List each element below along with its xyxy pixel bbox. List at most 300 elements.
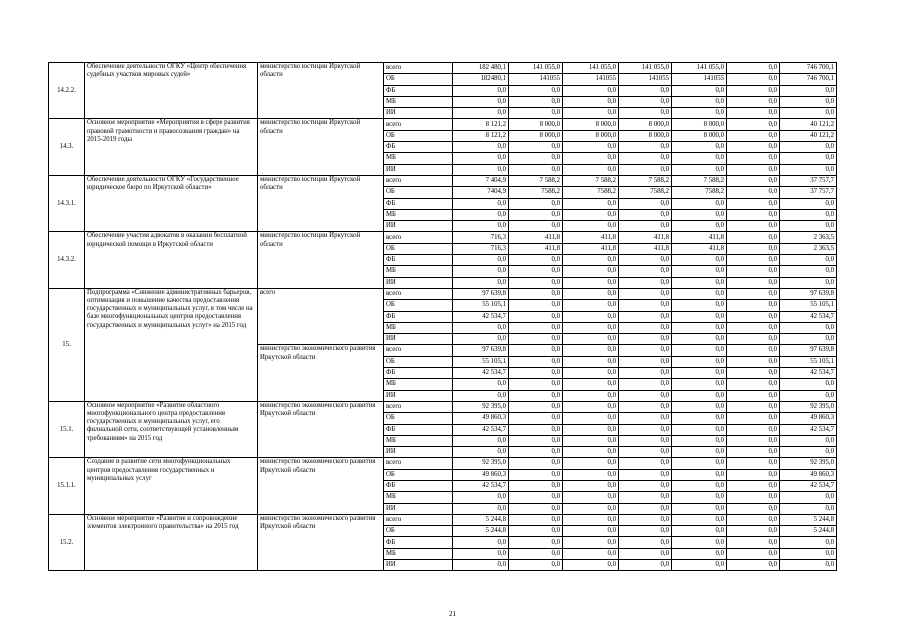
value-cell: 0,0 [563,221,619,232]
item-number: 14.3. [49,119,85,175]
value-cell: 0,0 [509,198,563,209]
value-cell: 0,0 [672,198,727,209]
value-cell: 0,0 [727,368,780,379]
value-cell: 0,0 [672,85,727,96]
value-cell: 0,0 [619,514,672,525]
item-number: 15.2. [49,514,85,570]
value-cell: 411,8 [563,243,619,254]
value-cell: 0,0 [563,96,619,107]
value-cell: 0,0 [453,390,509,401]
value-cell: 7588,2 [672,187,727,198]
value-cell-total: 0,0 [780,255,837,266]
table-row [49,63,837,74]
value-cell: 0,0 [672,435,727,446]
value-cell: 0,0 [509,322,563,333]
value-cell: 0,0 [619,85,672,96]
value-cell-total: 0,0 [780,379,837,390]
value-cell: 0,0 [563,153,619,164]
value-cell: 0,0 [453,96,509,107]
value-cell: 0,0 [619,447,672,458]
value-cell: 0,0 [563,447,619,458]
value-cell: 0,0 [453,108,509,119]
value-cell: 0,0 [509,85,563,96]
value-cell-total: 0,0 [780,560,837,571]
value-cell: 0,0 [563,266,619,277]
value-cell: 7 588,2 [509,175,563,186]
item-description: Основное мероприятие «Мероприятия в сфере развития правовой грамотности и правосознания граждан» на 2015-2019 годы [85,119,258,175]
value-cell: 0,0 [672,447,727,458]
value-cell: 411,8 [672,232,727,243]
value-cell: 92 395,0 [453,401,509,412]
value-cell: 0,0 [672,537,727,548]
value-cell: 0,0 [672,458,727,469]
value-cell: 0,0 [619,492,672,503]
value-cell: 0,0 [509,356,563,367]
item-number: 14.3.1. [49,175,85,231]
value-cell: 0,0 [672,164,727,175]
table-row [49,119,837,130]
funding-source: всего [384,232,453,243]
value-cell: 0,0 [727,164,780,175]
value-cell: 0,0 [619,435,672,446]
value-cell-total: 55 105,1 [780,356,837,367]
value-cell: 411,8 [509,243,563,254]
budget-table-page [48,62,836,571]
value-cell: 7 588,2 [672,175,727,186]
value-cell: 141055 [619,74,672,85]
value-cell: 0,0 [727,356,780,367]
value-cell-total: 37 757,7 [780,187,837,198]
funding-source: ФБ [384,255,453,266]
value-cell: 0,0 [563,209,619,220]
value-cell: 0,0 [509,300,563,311]
value-cell: 0,0 [619,96,672,107]
value-cell: 0,0 [509,164,563,175]
value-cell: 0,0 [563,503,619,514]
value-cell: 0,0 [672,334,727,345]
value-cell: 0,0 [672,300,727,311]
value-cell: 0,0 [509,492,563,503]
value-cell-total: 0,0 [780,85,837,96]
value-cell: 0,0 [563,277,619,288]
value-cell: 411,8 [619,232,672,243]
value-cell: 0,0 [672,379,727,390]
value-cell: 0,0 [563,85,619,96]
value-cell: 411,8 [509,232,563,243]
value-cell: 92 395,0 [453,458,509,469]
value-cell: 0,0 [672,469,727,480]
value-cell: 0,0 [727,96,780,107]
value-cell: 0,0 [509,480,563,491]
value-cell: 0,0 [619,413,672,424]
value-cell: 0,0 [727,311,780,322]
value-cell-total: 0,0 [780,334,837,345]
value-cell-total: 0,0 [780,142,837,153]
value-cell: 0,0 [619,560,672,571]
responsible-executor: министерство юстиции Иркутской области [258,63,384,119]
budget-table-body [49,63,837,571]
value-cell: 0,0 [453,85,509,96]
value-cell: 0,0 [619,142,672,153]
value-cell: 0,0 [563,311,619,322]
value-cell: 0,0 [619,334,672,345]
value-cell: 8 000,0 [619,130,672,141]
value-cell-total: 746 700,1 [780,63,837,74]
value-cell: 0,0 [727,424,780,435]
value-cell: 0,0 [453,277,509,288]
value-cell: 0,0 [563,345,619,356]
funding-source: ИИ [384,164,453,175]
value-cell: 97 639,8 [453,288,509,299]
value-cell: 0,0 [727,153,780,164]
page-number: 21 [449,610,456,618]
value-cell: 8 000,0 [509,119,563,130]
value-cell: 0,0 [672,560,727,571]
table-row [49,458,837,469]
value-cell: 0,0 [509,96,563,107]
value-cell: 5 244,8 [453,526,509,537]
value-cell: 0,0 [727,74,780,85]
value-cell: 0,0 [727,514,780,525]
value-cell: 0,0 [672,356,727,367]
value-cell: 0,0 [672,526,727,537]
value-cell: 0,0 [672,311,727,322]
value-cell: 0,0 [727,108,780,119]
funding-source: МБ [384,492,453,503]
value-cell: 0,0 [509,142,563,153]
item-description: Обеспечение деятельности ОГКУ «Центр обеспечения судебных участков мировых судей» [85,63,258,119]
value-cell: 0,0 [563,356,619,367]
value-cell: 0,0 [509,526,563,537]
value-cell: 0,0 [619,537,672,548]
value-cell: 0,0 [727,142,780,153]
value-cell: 0,0 [727,85,780,96]
value-cell: 0,0 [563,288,619,299]
value-cell: 0,0 [727,243,780,254]
funding-source: ФБ [384,424,453,435]
value-cell: 0,0 [563,368,619,379]
value-cell: 0,0 [563,458,619,469]
funding-source: всего [384,345,453,356]
value-cell: 0,0 [509,514,563,525]
value-cell: 0,0 [727,379,780,390]
value-cell: 141 055,0 [509,63,563,74]
value-cell: 0,0 [727,447,780,458]
value-cell-total: 5 244,8 [780,526,837,537]
value-cell: 0,0 [727,401,780,412]
value-cell: 0,0 [727,390,780,401]
value-cell: 0,0 [453,322,509,333]
value-cell: 0,0 [453,142,509,153]
value-cell: 0,0 [453,198,509,209]
value-cell: 0,0 [672,153,727,164]
value-cell: 0,0 [563,548,619,559]
value-cell: 141 055,0 [672,63,727,74]
funding-source: ФБ [384,368,453,379]
value-cell: 0,0 [619,277,672,288]
value-cell: 0,0 [619,108,672,119]
value-cell-total: 746 700,1 [780,74,837,85]
value-cell-total: 0,0 [780,164,837,175]
table-row [49,401,837,412]
value-cell: 7588,2 [619,187,672,198]
value-cell: 0,0 [563,401,619,412]
value-cell: 0,0 [619,368,672,379]
responsible-executor: министерство юстиции Иркутской области [258,232,384,288]
value-cell: 0,0 [453,447,509,458]
value-cell: 0,0 [453,221,509,232]
value-cell: 0,0 [563,300,619,311]
value-cell: 0,0 [672,368,727,379]
value-cell: 0,0 [727,526,780,537]
value-cell: 0,0 [563,469,619,480]
value-cell: 0,0 [619,221,672,232]
value-cell: 0,0 [563,537,619,548]
item-number: 14.3.2. [49,232,85,288]
value-cell: 182480,1 [453,74,509,85]
value-cell: 0,0 [727,537,780,548]
funding-source: всего [384,401,453,412]
value-cell-total: 40 121,2 [780,119,837,130]
value-cell: 0,0 [619,153,672,164]
funding-source: ФБ [384,142,453,153]
value-cell: 0,0 [727,232,780,243]
funding-source: ОБ [384,526,453,537]
funding-source: ОБ [384,469,453,480]
value-cell: 0,0 [619,503,672,514]
value-cell: 0,0 [509,368,563,379]
value-cell-total: 92 395,0 [780,401,837,412]
value-cell: 0,0 [563,424,619,435]
value-cell: 0,0 [727,413,780,424]
value-cell: 7 404,9 [453,175,509,186]
value-cell: 7 588,2 [619,175,672,186]
value-cell: 0,0 [563,334,619,345]
value-cell: 0,0 [509,469,563,480]
value-cell: 0,0 [727,255,780,266]
value-cell: 0,0 [619,424,672,435]
value-cell: 0,0 [727,480,780,491]
value-cell: 0,0 [619,288,672,299]
value-cell: 0,0 [727,277,780,288]
value-cell: 0,0 [453,164,509,175]
value-cell: 0,0 [453,435,509,446]
value-cell: 0,0 [509,255,563,266]
funding-source: МБ [384,153,453,164]
value-cell: 0,0 [672,288,727,299]
value-cell: 0,0 [509,153,563,164]
table-row [49,232,837,243]
value-cell: 0,0 [672,390,727,401]
value-cell: 716,3 [453,232,509,243]
value-cell: 0,0 [453,209,509,220]
value-cell: 716,3 [453,243,509,254]
value-cell: 0,0 [672,514,727,525]
item-description: Создание и развитие сети многофункциональных центров предоставления государственных и муниципальных услуг [85,458,258,514]
funding-source: ОБ [384,130,453,141]
value-cell-total: 0,0 [780,447,837,458]
value-cell: 0,0 [727,469,780,480]
value-cell-total: 0,0 [780,198,837,209]
value-cell: 0,0 [619,255,672,266]
funding-source: ОБ [384,300,453,311]
funding-source: МБ [384,379,453,390]
item-number: 15. [49,288,85,401]
value-cell: 0,0 [509,334,563,345]
responsible-executor: министерство юстиции Иркутской области [258,119,384,175]
value-cell: 0,0 [672,424,727,435]
value-cell: 0,0 [509,209,563,220]
value-cell: 0,0 [453,503,509,514]
value-cell: 0,0 [509,221,563,232]
value-cell: 0,0 [619,526,672,537]
responsible-executor: министерство юстиции Иркутской области [258,175,384,231]
value-cell: 0,0 [563,255,619,266]
value-cell: 55 105,1 [453,300,509,311]
value-cell: 0,0 [727,209,780,220]
value-cell: 7588,2 [509,187,563,198]
value-cell: 0,0 [727,345,780,356]
value-cell-total: 40 121,2 [780,130,837,141]
value-cell: 0,0 [672,255,727,266]
value-cell: 0,0 [672,266,727,277]
value-cell: 8 121,2 [453,130,509,141]
value-cell: 0,0 [619,469,672,480]
value-cell: 0,0 [619,300,672,311]
value-cell: 0,0 [727,63,780,74]
value-cell: 141055 [563,74,619,85]
value-cell: 0,0 [509,458,563,469]
value-cell: 8 121,2 [453,119,509,130]
value-cell: 0,0 [453,560,509,571]
value-cell: 0,0 [727,187,780,198]
value-cell: 42 534,7 [453,480,509,491]
value-cell: 0,0 [619,209,672,220]
value-cell: 0,0 [509,390,563,401]
value-cell: 0,0 [509,288,563,299]
funding-source: всего [384,63,453,74]
value-cell: 0,0 [563,480,619,491]
value-cell: 0,0 [619,401,672,412]
value-cell: 0,0 [727,492,780,503]
value-cell-total: 0,0 [780,266,837,277]
value-cell: 141 055,0 [563,63,619,74]
value-cell: 8 000,0 [509,130,563,141]
budget-table [48,62,837,571]
value-cell: 0,0 [727,503,780,514]
value-cell: 0,0 [672,548,727,559]
value-cell: 0,0 [453,548,509,559]
value-cell: 0,0 [727,435,780,446]
value-cell: 55 105,1 [453,356,509,367]
value-cell: 0,0 [563,560,619,571]
value-cell: 0,0 [619,345,672,356]
funding-source: МБ [384,435,453,446]
value-cell: 0,0 [672,277,727,288]
value-cell: 141 055,0 [619,63,672,74]
funding-source: ФБ [384,85,453,96]
value-cell: 0,0 [727,221,780,232]
funding-source: ФБ [384,198,453,209]
funding-source: ИИ [384,108,453,119]
item-number: 15.1. [49,401,85,457]
value-cell: 0,0 [563,526,619,537]
item-number: 15.1.1. [49,458,85,514]
funding-source: всего [384,119,453,130]
value-cell: 0,0 [672,413,727,424]
value-cell: 49 860,3 [453,469,509,480]
value-cell: 0,0 [727,458,780,469]
value-cell: 0,0 [453,266,509,277]
value-cell-total: 5 244,8 [780,514,837,525]
value-cell: 0,0 [619,322,672,333]
value-cell: 0,0 [727,175,780,186]
value-cell: 49 860,3 [453,413,509,424]
value-cell: 8 000,0 [672,130,727,141]
funding-source: ИИ [384,503,453,514]
funding-source: всего [384,458,453,469]
value-cell: 0,0 [509,447,563,458]
value-cell: 0,0 [619,458,672,469]
value-cell: 182 480,1 [453,63,509,74]
funding-source: МБ [384,266,453,277]
value-cell: 0,0 [563,322,619,333]
responsible-executor: министерство экономического развития Иркутской области [258,458,384,514]
value-cell: 0,0 [509,548,563,559]
value-cell: 0,0 [453,255,509,266]
value-cell: 0,0 [672,221,727,232]
funding-source: ФБ [384,537,453,548]
value-cell: 0,0 [672,480,727,491]
value-cell: 0,0 [619,311,672,322]
value-cell: 0,0 [509,424,563,435]
funding-source: ФБ [384,311,453,322]
funding-source: ИИ [384,221,453,232]
funding-source: ФБ [384,480,453,491]
item-description: Обеспечение участия адвокатов в оказании бесплатной юридической помощи в Иркутской области [85,232,258,288]
value-cell: 411,8 [672,243,727,254]
value-cell: 0,0 [672,503,727,514]
value-cell: 0,0 [509,277,563,288]
value-cell: 0,0 [509,345,563,356]
value-cell-total: 0,0 [780,221,837,232]
funding-source: ОБ [384,356,453,367]
value-cell: 7 588,2 [563,175,619,186]
value-cell-total: 49 860,3 [780,413,837,424]
value-cell: 0,0 [672,108,727,119]
funding-source: МБ [384,96,453,107]
value-cell: 0,0 [563,413,619,424]
value-cell: 7588,2 [563,187,619,198]
value-cell-total: 42 534,7 [780,424,837,435]
value-cell-total: 0,0 [780,209,837,220]
value-cell: 0,0 [563,514,619,525]
value-cell-total: 0,0 [780,96,837,107]
value-cell: 0,0 [672,322,727,333]
value-cell: 0,0 [619,266,672,277]
value-cell: 0,0 [453,537,509,548]
value-cell: 0,0 [727,560,780,571]
value-cell: 0,0 [509,503,563,514]
value-cell: 0,0 [672,209,727,220]
value-cell: 42 534,7 [453,311,509,322]
funding-source: МБ [384,209,453,220]
value-cell: 0,0 [672,96,727,107]
value-cell: 42 534,7 [453,424,509,435]
table-row [49,288,837,299]
value-cell: 8 000,0 [563,130,619,141]
value-cell-total: 2 363,5 [780,232,837,243]
